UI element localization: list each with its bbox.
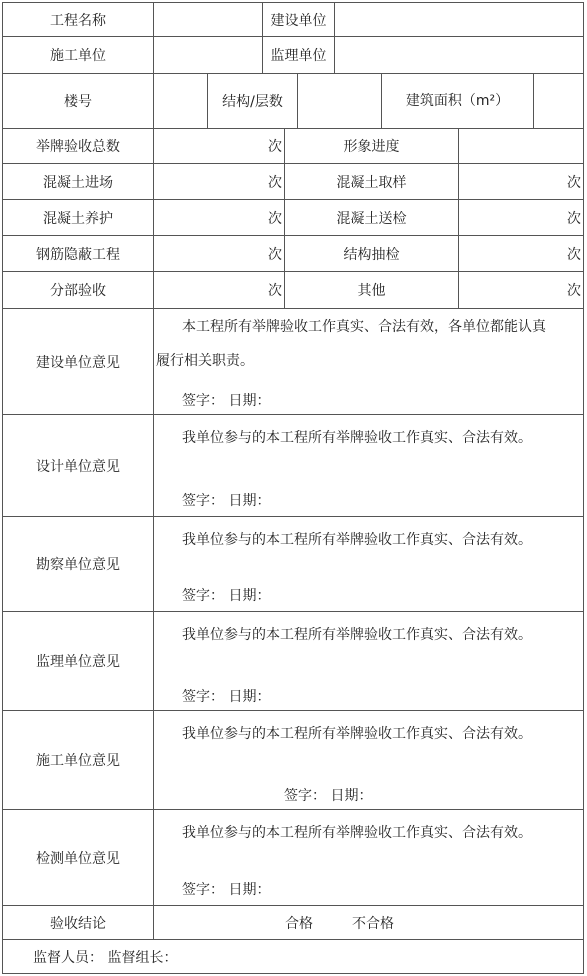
pass-option[interactable]: 合格 <box>285 915 313 932</box>
opinion-text-line1: 我单位参与的本工程所有举牌验收工作真实、合法有效。 <box>182 825 532 841</box>
signature-date: 签字： 日期： <box>182 393 271 409</box>
count-right-label: 形象进度 <box>284 128 458 163</box>
acceptance-form <box>2 2 584 974</box>
count-left-label: 举牌验收总数 <box>2 128 153 163</box>
opinion-body[interactable] <box>153 809 584 905</box>
opinion-label: 勘察单位意见 <box>2 516 153 611</box>
supervision-unit-label: 监理单位 <box>262 36 334 73</box>
signature-date: 签字： 日期： <box>182 588 271 604</box>
opinion-body[interactable] <box>153 308 584 414</box>
structure-value[interactable] <box>297 73 381 128</box>
count-left-value[interactable]: 次 <box>153 163 284 199</box>
count-right-value[interactable]: 次 <box>458 163 584 199</box>
count-left-label: 混凝土进场 <box>2 163 153 199</box>
structure-label: 结构/层数 <box>207 73 297 128</box>
conclusion-label: 验收结论 <box>2 905 153 939</box>
opinion-label: 建设单位意见 <box>2 308 153 414</box>
opinion-text-line1: 本工程所有举牌验收工作真实、合法有效，各单位都能认真 <box>182 319 546 335</box>
project-name-label: 工程名称 <box>2 2 153 36</box>
count-right-label: 其他 <box>284 271 458 308</box>
count-left-label: 钢筋隐蔽工程 <box>2 235 153 271</box>
opinion-text-line1: 我单位参与的本工程所有举牌验收工作真实、合法有效。 <box>182 627 532 643</box>
count-left-value[interactable]: 次 <box>153 128 284 163</box>
opinion-body[interactable] <box>153 710 584 809</box>
opinion-label: 施工单位意见 <box>2 710 153 809</box>
building-no-value[interactable] <box>153 73 207 128</box>
opinion-body[interactable] <box>153 516 584 611</box>
opinion-label: 监理单位意见 <box>2 611 153 710</box>
area-label: 建筑面积（m²） <box>381 73 533 128</box>
building-no-label: 楼号 <box>2 73 153 128</box>
opinion-text-line1: 我单位参与的本工程所有举牌验收工作真实、合法有效。 <box>182 726 532 742</box>
construction-unit-value[interactable] <box>153 36 262 73</box>
project-name-value[interactable] <box>153 2 262 36</box>
construction-unit-label: 施工单位 <box>2 36 153 73</box>
build-unit-label: 建设单位 <box>262 2 334 36</box>
count-left-value[interactable]: 次 <box>153 235 284 271</box>
opinion-label: 设计单位意见 <box>2 414 153 516</box>
signature-date: 签字： 日期： <box>182 689 271 705</box>
build-unit-value[interactable] <box>334 2 584 36</box>
conclusion-options <box>153 905 584 939</box>
signature-date: 签字： 日期： <box>182 493 271 509</box>
count-left-label: 混凝土养护 <box>2 199 153 235</box>
opinion-text-line2: 履行相关职责。 <box>156 353 254 369</box>
count-right-value[interactable]: 次 <box>458 271 584 308</box>
count-left-value[interactable]: 次 <box>153 199 284 235</box>
count-right-value[interactable] <box>458 128 584 163</box>
count-right-label: 结构抽检 <box>284 235 458 271</box>
opinion-text-line1: 我单位参与的本工程所有举牌验收工作真实、合法有效。 <box>182 430 532 446</box>
opinion-label: 检测单位意见 <box>2 809 153 905</box>
opinion-text-line1: 我单位参与的本工程所有举牌验收工作真实、合法有效。 <box>182 532 532 548</box>
count-left-value[interactable]: 次 <box>153 271 284 308</box>
opinion-body[interactable] <box>153 611 584 710</box>
count-right-label: 混凝土取样 <box>284 163 458 199</box>
signature-date: 签字： 日期： <box>284 788 373 804</box>
signature-date: 签字： 日期： <box>182 882 271 898</box>
area-value[interactable] <box>533 73 584 128</box>
opinion-body[interactable] <box>153 414 584 516</box>
count-right-value[interactable]: 次 <box>458 235 584 271</box>
count-right-value[interactable]: 次 <box>458 199 584 235</box>
supervision-unit-value[interactable] <box>334 36 584 73</box>
fail-option[interactable]: 不合格 <box>352 915 394 932</box>
count-left-label: 分部验收 <box>2 271 153 308</box>
footer-supervisors: 监督人员： 监督组长： <box>2 939 584 974</box>
count-right-label: 混凝土送检 <box>284 199 458 235</box>
